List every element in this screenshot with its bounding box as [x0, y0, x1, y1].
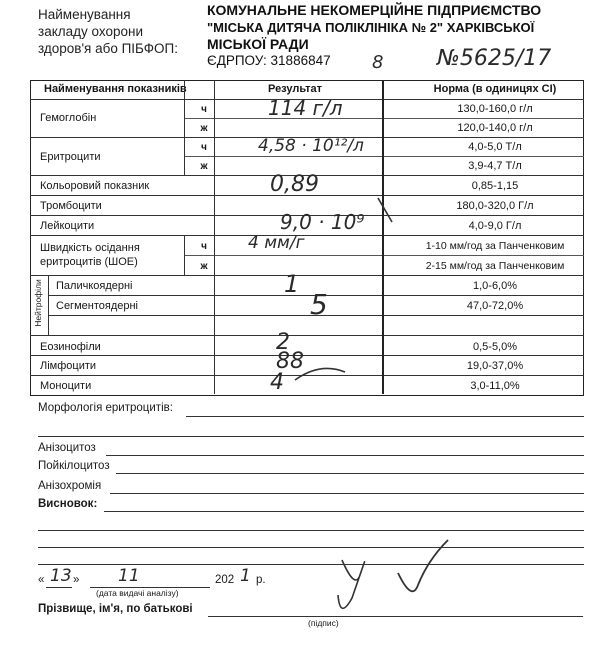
year-suffix: р.	[256, 574, 266, 586]
date-day-line	[46, 587, 72, 588]
band-norm: 1,0-6,0%	[472, 280, 518, 292]
col-header-result: Результат	[268, 83, 323, 95]
wbc-norm: 4,0-9,0 Г/л	[468, 220, 522, 232]
edrpou-code: ЄДРПОУ: 31886847	[207, 53, 331, 68]
date-day: 13	[50, 566, 72, 586]
organization-line: МІСЬКОЇ РАДИ	[207, 36, 309, 52]
signature-stroke	[338, 560, 365, 608]
hgb-sex-f: ж	[200, 123, 208, 134]
organization-line: "МІСЬКА ДИТЯЧА ПОЛІКЛІНІКА № 2" ХАРКІВСЬКОЇ	[207, 20, 535, 35]
morphology-label: Морфологія еритроцитів:	[38, 402, 173, 414]
band-name: Паличкоядерні	[56, 280, 133, 292]
plt-name: Тромбоцити	[40, 200, 102, 212]
strike-stroke	[378, 198, 392, 222]
lym-norm: 19,0-37,0%	[466, 360, 524, 372]
hgb-sex-m: ч	[201, 104, 207, 115]
anisochromia-label: Анізохромія	[38, 480, 102, 492]
rbc-name: Еритроцити	[40, 151, 101, 163]
rbc-sex-m: ч	[201, 142, 207, 153]
eos-norm: 0,5-5,0%	[472, 341, 518, 353]
date-close-quote: »	[73, 574, 80, 586]
signature-caption: (підпис)	[308, 618, 339, 628]
esr-sex-m: ч	[201, 241, 207, 252]
seg-result: 5	[310, 288, 328, 321]
rbc-result: 4,58 · 10¹²/л	[258, 136, 364, 156]
date-caption: (дата видачі аналізу)	[96, 588, 179, 598]
esr-name-line2: еритроцитів (ШОЕ)	[40, 256, 138, 268]
plt-norm: 180,0-320,0 Г/л	[456, 200, 534, 212]
morphology-line	[186, 416, 584, 417]
band-result: 1	[284, 270, 300, 298]
hgb-norm-f: 120,0-140,0 г/л	[457, 122, 533, 134]
blank-line	[38, 436, 584, 437]
rbc-sex-f: ж	[200, 161, 208, 172]
conclusion-line	[104, 511, 584, 512]
blank-line	[38, 564, 584, 565]
year-handwritten: 1	[240, 566, 251, 586]
mon-result: 4	[270, 370, 284, 395]
institution-label-line: закладу охорони	[38, 24, 143, 39]
full-name-label: Прізвище, ім'я, по батькові	[38, 603, 193, 615]
col-header-name: Найменування показників	[44, 83, 187, 95]
poikilocytosis-label: Пойкілоцитоз	[38, 460, 110, 472]
wbc-name: Лейкоцити	[40, 220, 95, 232]
seg-norm: 47,0-72,0%	[466, 300, 524, 312]
hgb-norm-m: 130,0-160,0 г/л	[457, 103, 533, 115]
eos-name: Еозинофіли	[40, 341, 101, 353]
esr-sex-f: ж	[200, 261, 208, 272]
institution-label-line: Найменування	[38, 7, 131, 22]
mon-norm: 3,0-11,0%	[470, 380, 520, 392]
ci-name: Кольоровий показник	[40, 180, 150, 192]
rbc-norm-f: 3,9-4,7 Т/л	[468, 160, 522, 172]
blank-line	[38, 547, 584, 548]
institution-label-line: здоров'я або ПІБФОП:	[38, 41, 178, 56]
date-open-quote: «	[38, 574, 45, 586]
mon-name: Моноцити	[40, 380, 92, 392]
blank-line	[38, 530, 584, 531]
hgb-name: Гемоглобін	[40, 112, 97, 124]
lym-name: Лімфоцити	[40, 360, 97, 372]
handwritten-number: №5625/17	[437, 46, 552, 71]
handwritten-mark: 8	[372, 52, 384, 73]
date-month: 11	[118, 566, 140, 586]
neutrophils-side-label: Нейтрофіли	[33, 279, 43, 327]
poikilocytosis-line	[116, 473, 584, 474]
hgb-result: 114 г/л	[268, 96, 343, 120]
rbc-norm-m: 4,0-5,0 Т/л	[468, 141, 522, 153]
full-name-line	[208, 616, 583, 617]
year-prefix: 202	[215, 574, 235, 586]
conclusion-label: Висновок:	[38, 498, 98, 510]
ci-result: 0,89	[270, 172, 319, 197]
ci-norm: 0,85-1,15	[471, 180, 519, 192]
esr-result: 4 мм/г	[248, 233, 305, 253]
lym-result: 88	[276, 349, 304, 374]
col-header-norm: Норма (в одиницях СІ)	[433, 83, 557, 95]
organization-line: КОМУНАЛЬНЕ НЕКОМЕРЦІЙНЕ ПІДПРИЄМСТВО	[207, 2, 542, 18]
anisocytosis-line	[106, 455, 584, 456]
strike-stroke	[295, 368, 345, 380]
wbc-result: 9,0 · 10⁹	[280, 210, 365, 234]
esr-norm-f: 2-15 мм/год за Панченковим	[425, 260, 565, 272]
seg-name: Сегментоядерні	[56, 300, 138, 312]
esr-name-line1: Швидкість осідання	[40, 242, 140, 254]
anisochromia-line	[110, 493, 584, 494]
anisocytosis-label: Анізоцитоз	[38, 442, 96, 454]
eos-result: 2	[276, 330, 290, 355]
esr-norm-m: 1-10 мм/год за Панченковим	[425, 240, 565, 252]
